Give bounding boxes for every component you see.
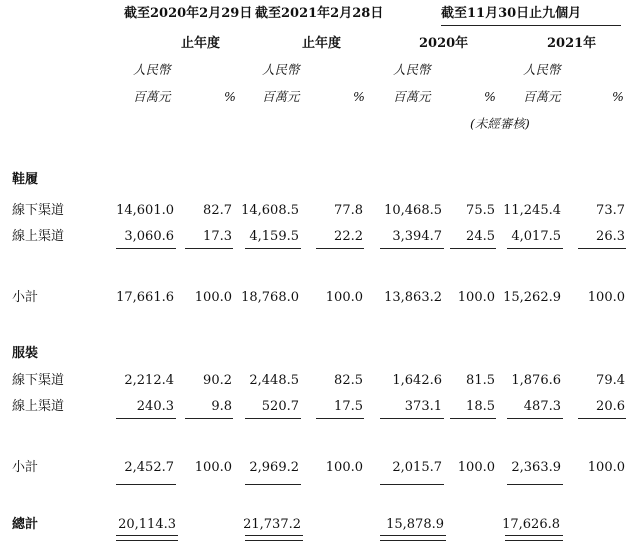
- cell-value: 4,159.5: [249, 229, 299, 244]
- sum-underline: [245, 418, 301, 419]
- sum-underline: [578, 418, 626, 419]
- year-label-fy2021: 止年度: [302, 36, 342, 51]
- cell-pct: 75.5: [466, 203, 495, 218]
- subtotal-underline: [380, 484, 444, 485]
- unit-label-c4: 百萬元: [523, 89, 561, 104]
- cell-value: 11,245.4: [503, 203, 561, 218]
- period-header-fy2020: 截至2020年2月29日: [124, 6, 253, 21]
- subtotal-value: 13,863.2: [384, 290, 442, 305]
- cell-value: 14,608.5: [241, 203, 299, 218]
- subtotal-pct: 100.0: [194, 290, 232, 305]
- sum-underline: [116, 248, 176, 249]
- currency-label-c3: 人民幣: [393, 62, 431, 77]
- total-double-underline: [505, 535, 563, 541]
- subtotal-pct: 100.0: [325, 290, 363, 305]
- subtotal-value: 2,363.9: [511, 460, 561, 475]
- sum-underline: [185, 248, 233, 249]
- year-label-fy2020: 止年度: [181, 36, 221, 51]
- sum-underline: [185, 418, 233, 419]
- cell-pct: 17.5: [334, 399, 363, 414]
- total-value: 17,626.8: [502, 517, 560, 532]
- total-value: 20,114.3: [118, 517, 176, 532]
- sum-underline: [507, 418, 563, 419]
- subtotal-value: 18,768.0: [241, 290, 299, 305]
- sum-underline: [316, 248, 364, 249]
- subtotal-value: 15,262.9: [503, 290, 561, 305]
- cell-pct: 17.3: [203, 229, 232, 244]
- period-header-underline: [441, 25, 621, 26]
- sum-underline: [316, 418, 364, 419]
- subtotal-value: 2,969.2: [249, 460, 299, 475]
- subtotal-pct: 100.0: [194, 460, 232, 475]
- cell-value: 3,394.7: [392, 229, 442, 244]
- unit-label-c2: 百萬元: [262, 89, 300, 104]
- section-title-footwear: 鞋履: [12, 172, 39, 187]
- section-title-apparel: 服裝: [12, 346, 39, 361]
- subtotal-pct: 100.0: [325, 460, 363, 475]
- subtotal-pct: 100.0: [457, 290, 495, 305]
- sum-underline: [380, 418, 444, 419]
- year-label-2020: 2020年: [419, 36, 469, 51]
- subtotal-underline: [116, 484, 176, 485]
- cell-pct: 24.5: [466, 229, 495, 244]
- sum-underline: [450, 248, 496, 249]
- cell-pct: 20.6: [596, 399, 625, 414]
- cell-pct: 82.7: [203, 203, 232, 218]
- currency-label-c2: 人民幣: [262, 62, 300, 77]
- year-label-2021: 2021年: [547, 36, 597, 51]
- period-header-nine-months: 截至11月30日止九個月: [441, 6, 582, 21]
- currency-label-c4: 人民幣: [523, 62, 561, 77]
- cell-value: 1,876.6: [511, 373, 561, 388]
- cell-value: 14,601.0: [116, 203, 174, 218]
- total-double-underline: [116, 535, 178, 541]
- cell-pct: 81.5: [466, 373, 495, 388]
- cell-value: 10,468.5: [384, 203, 442, 218]
- cell-value: 487.3: [523, 399, 561, 414]
- cell-pct: 9.8: [211, 399, 232, 414]
- pct-label-c3: %: [484, 89, 496, 104]
- cell-pct: 22.2: [334, 229, 363, 244]
- cell-value: 2,212.4: [124, 373, 174, 388]
- subtotal-value: 2,015.7: [392, 460, 442, 475]
- row-label: 線下渠道: [12, 373, 65, 388]
- sum-underline: [380, 248, 444, 249]
- total-double-underline: [380, 535, 446, 541]
- unaudited-note: (未經審核): [470, 116, 530, 131]
- cell-pct: 18.5: [466, 399, 495, 414]
- cell-value: 3,060.6: [124, 229, 174, 244]
- pct-label-c1: %: [224, 89, 236, 104]
- row-label: 線下渠道: [12, 203, 65, 218]
- cell-value: 4,017.5: [511, 229, 561, 244]
- sum-underline: [578, 248, 626, 249]
- subtotal-underline: [245, 484, 301, 485]
- subtotal-pct: 100.0: [457, 460, 495, 475]
- subtotal-label: 小計: [12, 460, 39, 475]
- row-label: 線上渠道: [12, 399, 65, 414]
- period-header-fy2021: 截至2021年2月28日: [255, 6, 384, 21]
- cell-value: 240.3: [136, 399, 174, 414]
- cell-pct: 77.8: [334, 203, 363, 218]
- subtotal-underline: [507, 484, 563, 485]
- cell-pct: 90.2: [203, 373, 232, 388]
- subtotal-label: 小計: [12, 290, 39, 305]
- total-double-underline: [245, 535, 303, 541]
- cell-pct: 26.3: [596, 229, 625, 244]
- cell-pct: 79.4: [596, 373, 625, 388]
- sum-underline: [450, 418, 496, 419]
- subtotal-pct: 100.0: [587, 460, 625, 475]
- sum-underline: [116, 418, 176, 419]
- sum-underline: [245, 248, 301, 249]
- currency-label-c1: 人民幣: [133, 62, 171, 77]
- pct-label-c4: %: [612, 89, 624, 104]
- cell-value: 2,448.5: [249, 373, 299, 388]
- subtotal-value: 2,452.7: [124, 460, 174, 475]
- pct-label-c2: %: [353, 89, 365, 104]
- total-label: 總計: [12, 517, 39, 532]
- subtotal-value: 17,661.6: [116, 290, 174, 305]
- cell-pct: 82.5: [334, 373, 363, 388]
- row-label: 線上渠道: [12, 229, 65, 244]
- total-value: 21,737.2: [243, 517, 301, 532]
- cell-value: 520.7: [261, 399, 299, 414]
- total-value: 15,878.9: [386, 517, 444, 532]
- cell-value: 373.1: [404, 399, 442, 414]
- unit-label-c1: 百萬元: [133, 89, 171, 104]
- sum-underline: [507, 248, 563, 249]
- cell-value: 1,642.6: [392, 373, 442, 388]
- subtotal-pct: 100.0: [587, 290, 625, 305]
- unit-label-c3: 百萬元: [393, 89, 431, 104]
- cell-pct: 73.7: [596, 203, 625, 218]
